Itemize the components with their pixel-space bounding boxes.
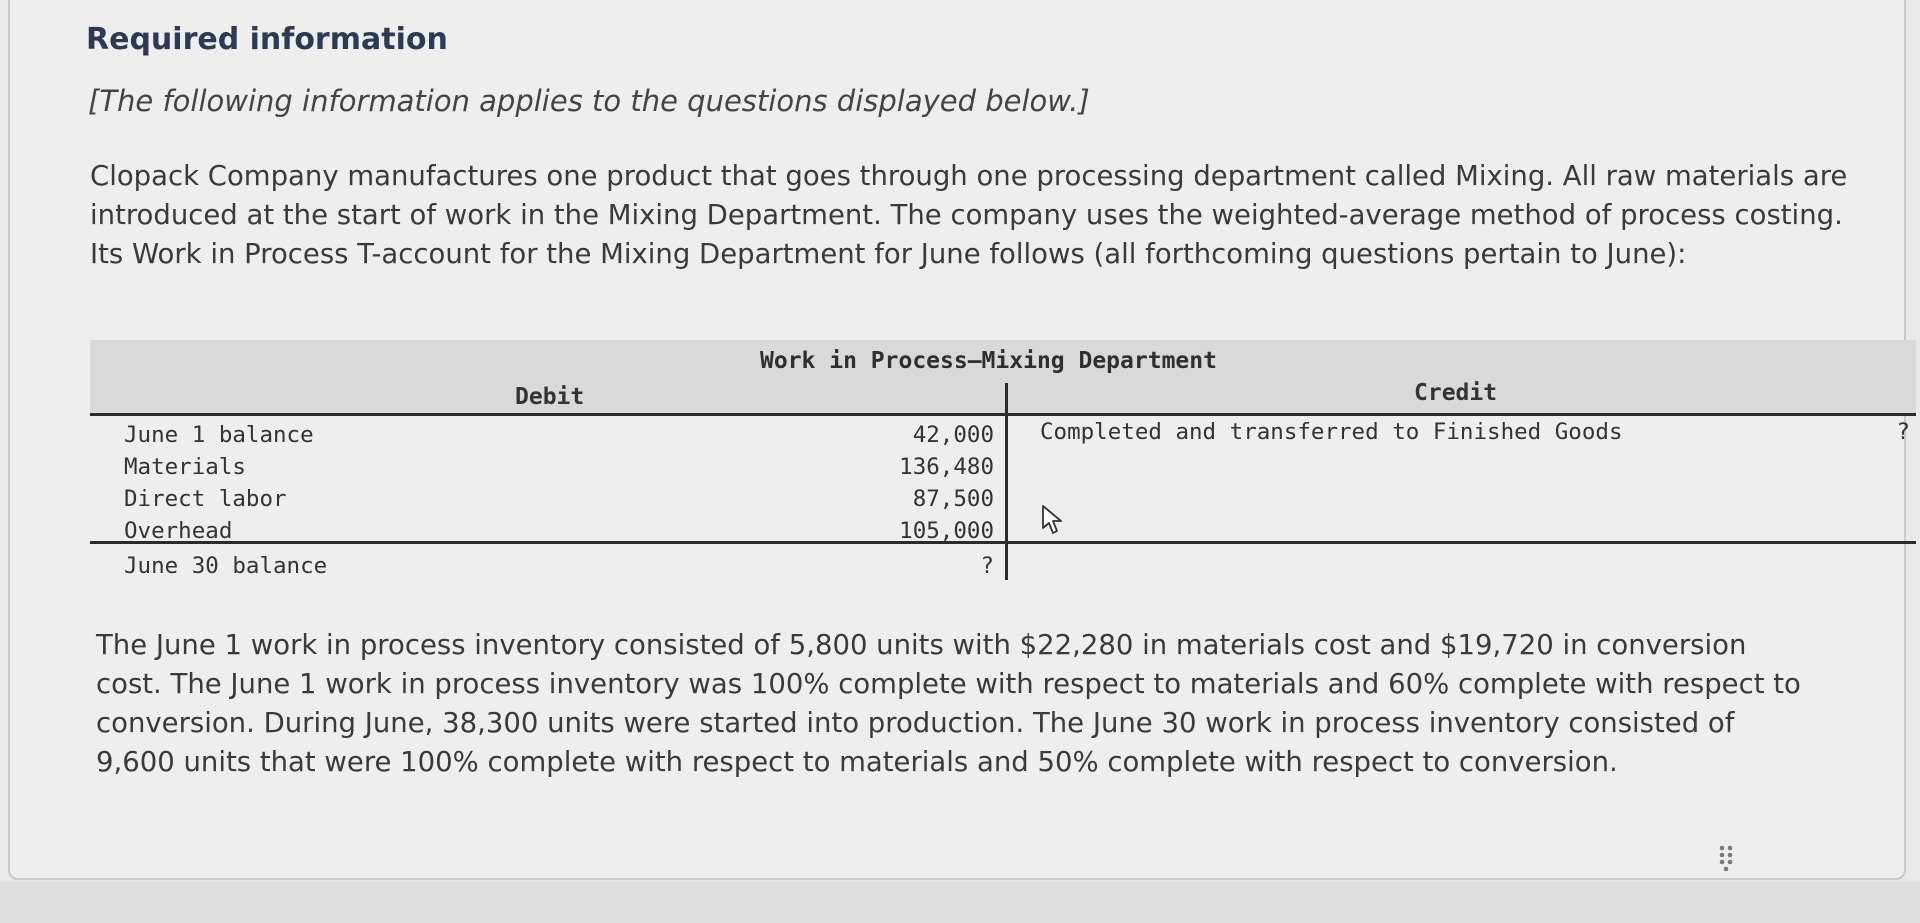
debit-row-label: Direct labor: [124, 486, 287, 512]
required-information-title: Required information: [86, 22, 448, 57]
credit-row: [1040, 419, 1910, 451]
mouse-pointer-icon: [1040, 504, 1068, 536]
t-account-top-rule: [90, 413, 1916, 416]
debit-row-label: Materials: [124, 454, 246, 480]
debit-row-amount: 42,000: [912, 422, 994, 448]
t-account-center-rule: [1005, 383, 1008, 580]
credit-row-label: Completed and transferred to Finished Goods: [1040, 419, 1623, 445]
work-in-process-t-account: [90, 340, 1916, 590]
debit-row: [124, 486, 994, 518]
ending-balance-amount: ?: [980, 553, 994, 579]
drag-handle-icon[interactable]: [1715, 842, 1737, 872]
debit-entries: [124, 422, 994, 550]
debit-row: [124, 454, 994, 486]
t-account-title: Work in Process—Mixing Department: [760, 348, 1217, 374]
intro-paragraph: Clopack Company manufactures one product that goes through one processing department called Mixing. All raw materials are introduced at the start of work in the Mixing Department. The company uses the weighted-average method of process costing. Its Work in Process T-account for the Mixing Department for June follows (all forthcoming questions pertain to June):: [90, 160, 1848, 270]
credit-row-amount: ?: [1896, 419, 1910, 445]
ending-balance-row: [124, 553, 994, 585]
debit-row: [124, 518, 994, 550]
credit-label: Credit: [1414, 380, 1498, 406]
debit-row-label: June 1 balance: [124, 422, 314, 448]
debit-row: [124, 422, 994, 454]
questions-note: [The following information applies to the questions displayed below.]: [88, 84, 1090, 118]
debit-label: Debit: [515, 384, 585, 410]
debit-row-amount: 105,000: [899, 518, 994, 544]
debit-row-amount: 87,500: [912, 486, 994, 512]
debit-row-amount: 136,480: [899, 454, 994, 480]
bottom-band: [0, 882, 1920, 923]
debit-row-label: Overhead: [124, 518, 233, 544]
ending-balance-label: June 30 balance: [124, 553, 328, 579]
details-paragraph: The June 1 work in process inventory consisted of 5,800 units with $22,280 in materials cost and $19,720 in conversion cost. The June 1 work in process inventory was 100% complete with respect to materials and 60% complete with respect to conversion. During June, 38,300 units were started into production. The June 30 work in process inventory consisted of 9,600 units that were 100% complete with respect to materials and 50% complete with respect to conversion.: [96, 629, 1801, 778]
